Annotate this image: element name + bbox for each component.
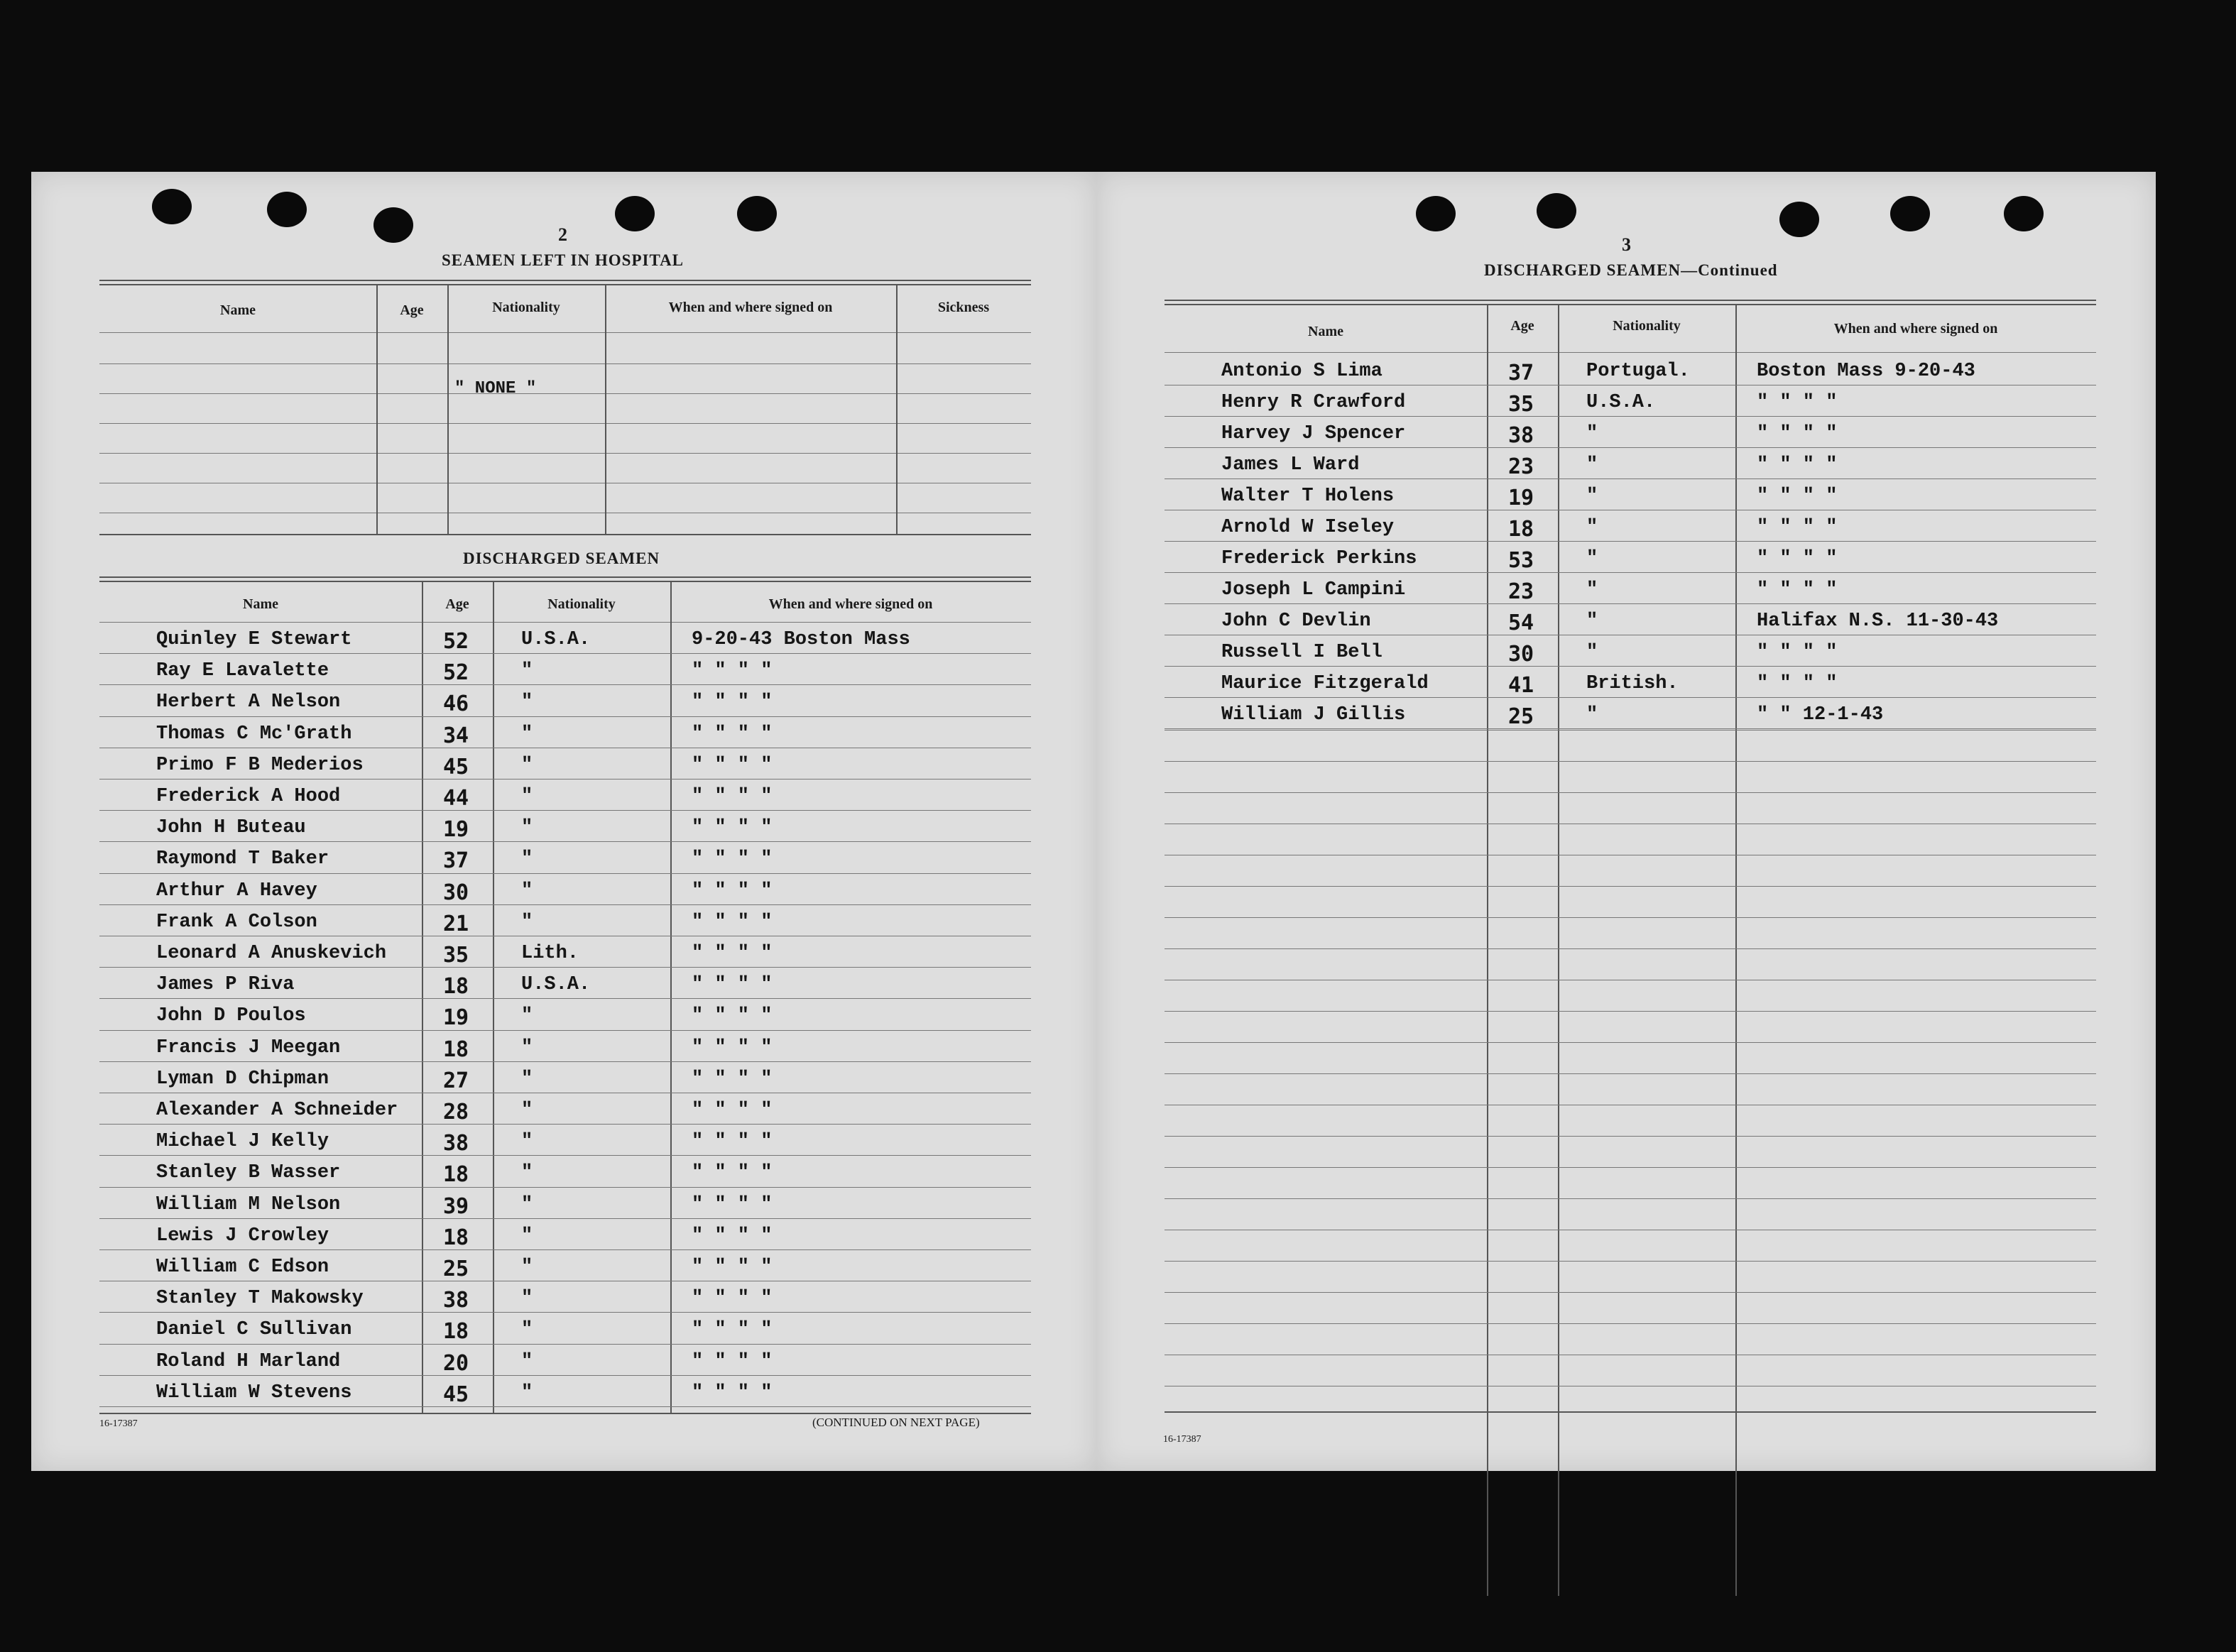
age-cell: 30 bbox=[1508, 642, 1534, 667]
age-cell: 38 bbox=[1508, 423, 1534, 448]
name-cell: Joseph L Campini bbox=[1221, 579, 1406, 601]
nationality-cell: " bbox=[521, 880, 533, 902]
age-cell: 20 bbox=[443, 1350, 469, 1376]
nationality-cell: U.S.A. bbox=[521, 629, 591, 650]
name-cell: Arthur A Havey bbox=[156, 880, 317, 902]
signed-on-cell: " " " " bbox=[692, 1100, 773, 1121]
signed-on-cell: " " " " bbox=[692, 691, 773, 713]
nationality-cell: " bbox=[521, 754, 533, 776]
name-cell: John C Devlin bbox=[1221, 611, 1371, 632]
signed-on-cell: " " " " bbox=[692, 1193, 773, 1215]
punch-hole bbox=[267, 192, 307, 227]
col-nationality: Nationality bbox=[1613, 318, 1681, 334]
discharged-section-title: DISCHARGED SEAMEN bbox=[463, 549, 660, 567]
punch-hole bbox=[1890, 196, 1930, 231]
name-cell: Herbert A Nelson bbox=[156, 691, 341, 713]
nationality-cell: " bbox=[521, 1257, 533, 1278]
hospital-col-name: Name bbox=[220, 302, 256, 318]
age-cell: 21 bbox=[443, 911, 469, 936]
name-cell: Antonio S Lima bbox=[1221, 361, 1382, 382]
name-cell: Frederick Perkins bbox=[1221, 548, 1417, 569]
signed-on-cell: " " " " bbox=[692, 974, 773, 996]
nationality-cell: " bbox=[521, 1225, 533, 1247]
signed-on-cell: " " " " bbox=[692, 786, 773, 807]
signed-on-cell: " " " " bbox=[692, 1162, 773, 1184]
age-cell: 18 bbox=[443, 1319, 469, 1345]
signed-on-cell: " " " " bbox=[1757, 517, 1838, 538]
age-cell: 45 bbox=[443, 754, 469, 779]
nationality-cell: " bbox=[521, 1350, 533, 1372]
punch-hole bbox=[152, 189, 192, 224]
hospital-col-nationality: Nationality bbox=[492, 300, 560, 315]
signed-on-cell: " " " " bbox=[692, 1068, 773, 1090]
name-cell: Francis J Meegan bbox=[156, 1036, 341, 1059]
nationality-cell: " bbox=[521, 1068, 533, 1090]
nationality-cell: " bbox=[521, 1005, 533, 1027]
nationality-cell: " bbox=[1586, 454, 1598, 476]
nationality-cell: U.S.A. bbox=[1586, 392, 1656, 413]
name-cell: Primo F B Mederios bbox=[156, 754, 364, 776]
signed-on-cell: " " " " bbox=[692, 1288, 773, 1310]
signed-on-cell: " " " " bbox=[1757, 673, 1838, 694]
left-page bbox=[31, 172, 1096, 1471]
nationality-cell: " bbox=[521, 1036, 533, 1059]
signed-on-cell: " " " " bbox=[692, 1005, 773, 1027]
name-cell: Frank A Colson bbox=[156, 911, 317, 933]
age-cell: 35 bbox=[443, 943, 469, 968]
nationality-cell: Lith. bbox=[521, 943, 579, 964]
name-cell: Stanley T Makowsky bbox=[156, 1288, 364, 1310]
age-cell: 52 bbox=[443, 660, 469, 686]
nationality-cell: " bbox=[521, 1319, 533, 1341]
nationality-cell: British. bbox=[1586, 673, 1679, 694]
age-cell: 18 bbox=[443, 974, 469, 1000]
col-signed: When and where signed on bbox=[1833, 321, 1998, 337]
name-cell: James L Ward bbox=[1221, 454, 1360, 476]
punch-hole bbox=[615, 196, 655, 231]
age-cell: 18 bbox=[1508, 517, 1534, 542]
nationality-cell: " bbox=[521, 723, 533, 745]
continued-note: (CONTINUED ON NEXT PAGE) bbox=[812, 1416, 980, 1429]
signed-on-cell: " " " " bbox=[1757, 392, 1838, 413]
age-cell: 44 bbox=[443, 786, 469, 811]
age-cell: 38 bbox=[443, 1131, 469, 1156]
signed-on-cell: " " " " bbox=[692, 1350, 773, 1372]
name-cell: Russell I Bell bbox=[1221, 642, 1382, 663]
hospital-col-sickness: Sickness bbox=[937, 300, 990, 315]
hospital-col-signed: When and where signed on bbox=[668, 300, 833, 315]
discharged-col-signed: When and where signed on bbox=[768, 596, 933, 612]
name-cell: William M Nelson bbox=[156, 1193, 341, 1215]
nationality-cell: " bbox=[521, 1382, 533, 1404]
age-cell: 19 bbox=[1508, 486, 1534, 510]
name-cell: William W Stevens bbox=[156, 1382, 352, 1404]
signed-on-cell: " " " " bbox=[1757, 548, 1838, 569]
page-number: 2 bbox=[558, 224, 567, 245]
age-cell: 18 bbox=[443, 1162, 469, 1188]
age-cell: 45 bbox=[443, 1382, 469, 1407]
signed-on-cell: " " " " bbox=[692, 723, 773, 745]
name-cell: Stanley B Wasser bbox=[156, 1162, 341, 1184]
signed-on-cell: " " " " bbox=[692, 1131, 773, 1153]
signed-on-cell: " " " " bbox=[692, 1036, 773, 1059]
nationality-cell: " bbox=[1586, 517, 1598, 538]
nationality-cell: " bbox=[521, 817, 533, 839]
nationality-cell: " bbox=[1586, 611, 1598, 632]
signed-on-cell: " " " " bbox=[1757, 579, 1838, 601]
name-cell: Daniel C Sullivan bbox=[156, 1319, 352, 1341]
age-cell: 34 bbox=[443, 723, 469, 748]
signed-on-cell: " " " " bbox=[1757, 454, 1838, 476]
hospital-section-title: SEAMEN LEFT IN HOSPITAL bbox=[442, 251, 685, 269]
name-cell: Maurice Fitzgerald bbox=[1221, 673, 1429, 694]
age-cell: 23 bbox=[1508, 454, 1534, 479]
age-cell: 54 bbox=[1508, 611, 1534, 635]
name-cell: Ray E Lavalette bbox=[156, 660, 329, 682]
nationality-cell: " bbox=[521, 691, 533, 713]
col-age: Age bbox=[1510, 318, 1534, 334]
nationality-cell: U.S.A. bbox=[521, 974, 591, 996]
punch-hole bbox=[2004, 196, 2044, 231]
form-number: 16-17387 bbox=[99, 1418, 138, 1429]
signed-on-cell: " " " " bbox=[692, 1225, 773, 1247]
name-cell: Arnold W Iseley bbox=[1221, 517, 1395, 538]
signed-on-cell: " " " " bbox=[692, 754, 773, 776]
nationality-cell: " bbox=[1586, 423, 1598, 444]
signed-on-cell: Halifax N.S. 11-30-43 bbox=[1757, 611, 1999, 632]
nationality-cell: " bbox=[521, 1131, 533, 1153]
punch-hole bbox=[737, 196, 777, 231]
name-cell: Henry R Crawford bbox=[1221, 392, 1406, 413]
page-number: 3 bbox=[1622, 234, 1631, 255]
name-cell: Thomas C Mc'Grath bbox=[156, 723, 352, 745]
signed-on-cell: " " " " bbox=[1757, 423, 1838, 444]
signed-on-cell: Boston Mass 9-20-43 bbox=[1757, 361, 1975, 382]
nationality-cell: " bbox=[521, 911, 533, 933]
age-cell: 19 bbox=[443, 1005, 469, 1031]
age-cell: 27 bbox=[443, 1068, 469, 1093]
nationality-cell: " bbox=[1586, 642, 1598, 663]
name-cell: William J Gillis bbox=[1221, 704, 1406, 726]
name-cell: Roland H Marland bbox=[156, 1350, 341, 1372]
age-cell: 35 bbox=[1508, 392, 1534, 417]
signed-on-cell: " " 12-1-43 bbox=[1757, 704, 1884, 726]
age-cell: 52 bbox=[443, 629, 469, 654]
signed-on-cell: " " " " bbox=[1757, 642, 1838, 663]
age-cell: 28 bbox=[443, 1100, 469, 1125]
age-cell: 53 bbox=[1508, 548, 1534, 573]
form-number: 16-17387 bbox=[1163, 1434, 1201, 1445]
name-cell: Leonard A Anuskevich bbox=[156, 943, 387, 964]
signed-on-cell: " " " " bbox=[692, 911, 773, 933]
nationality-cell: " bbox=[521, 786, 533, 807]
name-cell: Lyman D Chipman bbox=[156, 1068, 329, 1090]
signed-on-cell: 9-20-43 Boston Mass bbox=[692, 629, 910, 650]
age-cell: 25 bbox=[443, 1257, 469, 1281]
name-cell: John H Buteau bbox=[156, 817, 306, 839]
name-cell: Raymond T Baker bbox=[156, 848, 329, 870]
name-cell: James P Riva bbox=[156, 974, 295, 996]
nationality-cell: " bbox=[1586, 704, 1598, 726]
name-cell: Quinley E Stewart bbox=[156, 629, 352, 650]
nationality-cell: " bbox=[521, 660, 533, 682]
age-cell: 37 bbox=[443, 848, 469, 874]
signed-on-cell: " " " " bbox=[692, 1257, 773, 1278]
nationality-cell: " bbox=[521, 1100, 533, 1121]
signed-on-cell: " " " " bbox=[692, 880, 773, 902]
nationality-cell: " bbox=[521, 1288, 533, 1310]
nationality-cell: Portugal. bbox=[1586, 361, 1690, 382]
nationality-cell: " bbox=[521, 848, 533, 870]
nationality-cell: " bbox=[1586, 579, 1598, 601]
signed-on-cell: " " " " bbox=[692, 817, 773, 839]
right-page bbox=[1096, 172, 2156, 1471]
col-name: Name bbox=[1308, 324, 1343, 339]
age-cell: 19 bbox=[443, 817, 469, 843]
signed-on-cell: " " " " bbox=[692, 660, 773, 682]
discharged-col-name: Name bbox=[243, 596, 278, 612]
nationality-cell: " bbox=[1586, 548, 1598, 569]
age-cell: 37 bbox=[1508, 361, 1534, 385]
nationality-cell: " bbox=[521, 1162, 533, 1184]
signed-on-cell: " " " " bbox=[692, 1382, 773, 1404]
signed-on-cell: " " " " bbox=[692, 943, 773, 964]
age-cell: 38 bbox=[443, 1288, 469, 1313]
nationality-cell: " bbox=[521, 1193, 533, 1215]
name-cell: Harvey J Spencer bbox=[1221, 423, 1406, 444]
nationality-cell: " bbox=[1586, 486, 1598, 507]
signed-on-cell: " " " " bbox=[1757, 486, 1838, 507]
age-cell: 18 bbox=[443, 1036, 469, 1062]
age-cell: 18 bbox=[443, 1225, 469, 1250]
age-cell: 23 bbox=[1508, 579, 1534, 604]
punch-hole bbox=[1779, 202, 1819, 237]
hospital-col-age: Age bbox=[400, 302, 424, 318]
name-cell: Lewis J Crowley bbox=[156, 1225, 329, 1247]
punch-hole bbox=[1537, 193, 1576, 229]
age-cell: 46 bbox=[443, 691, 469, 717]
name-cell: Frederick A Hood bbox=[156, 786, 341, 807]
signed-on-cell: " " " " bbox=[692, 848, 773, 870]
name-cell: Walter T Holens bbox=[1221, 486, 1395, 507]
age-cell: 30 bbox=[443, 880, 469, 905]
hospital-entry: " NONE " bbox=[454, 379, 537, 398]
name-cell: William C Edson bbox=[156, 1257, 329, 1278]
name-cell: Michael J Kelly bbox=[156, 1131, 329, 1153]
name-cell: Alexander A Schneider bbox=[156, 1100, 398, 1121]
discharged-col-age: Age bbox=[445, 596, 469, 612]
section-title: DISCHARGED SEAMEN—Continued bbox=[1484, 261, 1778, 279]
punch-hole bbox=[1416, 196, 1456, 231]
name-cell: John D Poulos bbox=[156, 1005, 306, 1027]
age-cell: 41 bbox=[1508, 673, 1534, 698]
punch-hole bbox=[373, 207, 413, 243]
age-cell: 39 bbox=[443, 1193, 469, 1219]
discharged-col-nationality: Nationality bbox=[547, 596, 616, 612]
age-cell: 25 bbox=[1508, 704, 1534, 729]
signed-on-cell: " " " " bbox=[692, 1319, 773, 1341]
